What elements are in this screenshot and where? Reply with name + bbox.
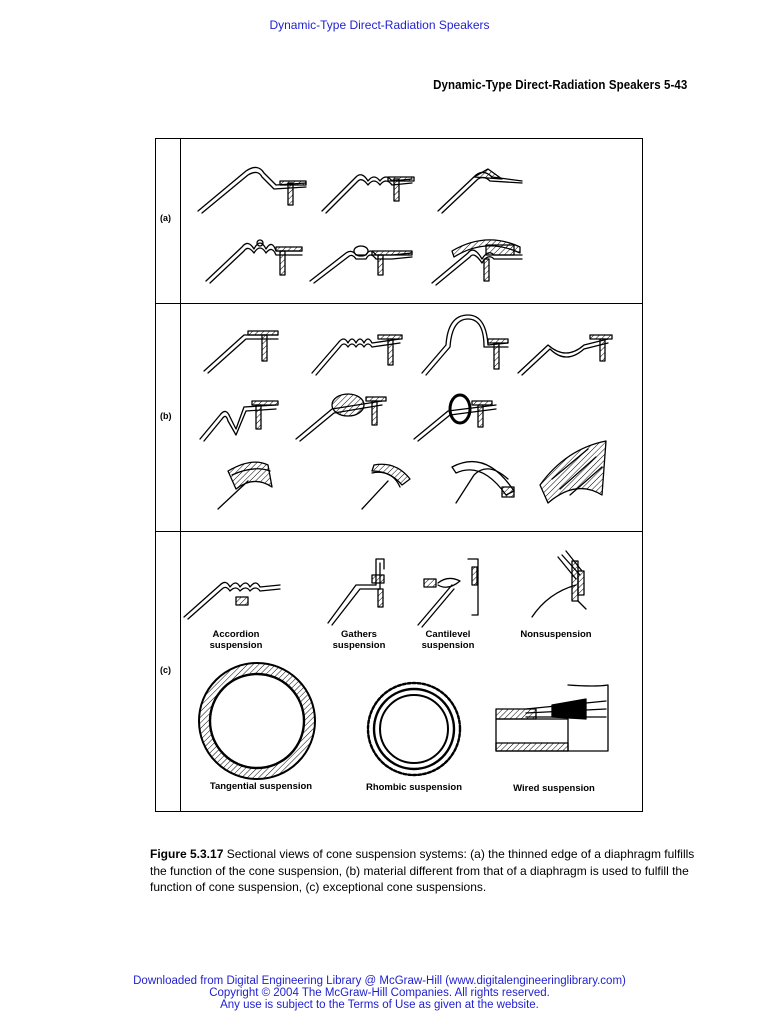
diagram-b10	[452, 462, 514, 503]
diagram-gathers	[328, 559, 384, 625]
figure-5-3-17	[155, 138, 643, 812]
diagram-b4	[518, 335, 612, 375]
diagram-cantilevel	[418, 559, 478, 627]
diagram-a4	[206, 240, 302, 283]
figure-caption	[150, 846, 695, 896]
footer	[0, 975, 759, 1011]
diagram-b7	[414, 395, 496, 441]
diagram-b8	[218, 462, 272, 509]
footer-copyright: Copyright © 2004 The McGraw-Hill Companies. All rights reserved.	[209, 987, 550, 999]
diagram-b3	[422, 315, 508, 375]
diagram-a6	[432, 240, 522, 285]
label-nonsuspension: Nonsuspension	[520, 629, 592, 640]
label-tangential: Tangential suspension	[209, 781, 313, 792]
diagram-a1	[198, 167, 306, 213]
panel-label-a: (a)	[160, 213, 171, 223]
footer-terms[interactable]: Any use is subject to the Terms of Use as given at the website.	[220, 999, 539, 1011]
panel-label-b: (b)	[160, 411, 172, 421]
label-accordion: Accordion suspension	[209, 629, 263, 651]
diagram-accordion	[184, 582, 280, 619]
diagram-b11	[540, 441, 606, 503]
caption-text: Sectional views of cone suspension systems: (a) the thinned edge of a diaphragm fulfills the function of the cone suspension, (b) material different from that of a diaphragm is used to fulfill the function of cone suspension, (c) exceptional cone suspensions.	[150, 847, 695, 894]
top-link[interactable]: Dynamic-Type Direct-Radiation Speakers	[269, 18, 490, 32]
label-cantilevel: Cantilevel suspension	[421, 629, 475, 651]
diagram-tangential	[199, 663, 315, 779]
diagram-b5	[200, 401, 278, 441]
panel-label-c: (c)	[160, 665, 171, 675]
diagram-b2	[312, 335, 402, 375]
footer-download-link[interactable]: Downloaded from Digital Engineering Library @ McGraw-Hill (www.digitalengineeringlibrary.com)	[133, 975, 626, 987]
diagram-nonsuspension	[532, 551, 586, 617]
diagram-a3	[438, 169, 522, 213]
running-head: Dynamic-Type Direct-Radiation Speakers 5-43	[432, 78, 687, 92]
label-rhombic: Rhombic suspension	[365, 782, 463, 793]
diagram-b1	[204, 331, 278, 373]
diagram-a2	[322, 175, 414, 213]
figure-number: Figure 5.3.17	[150, 847, 224, 861]
diagram-wired	[496, 685, 608, 751]
label-wired: Wired suspension	[513, 783, 595, 794]
diagram-b9	[362, 464, 410, 509]
diagram-rhombic	[368, 683, 460, 775]
suspension-drawings	[156, 139, 642, 811]
diagram-b6	[296, 394, 386, 441]
label-gathers: Gathers suspension	[332, 629, 386, 651]
diagram-a5	[310, 246, 412, 283]
